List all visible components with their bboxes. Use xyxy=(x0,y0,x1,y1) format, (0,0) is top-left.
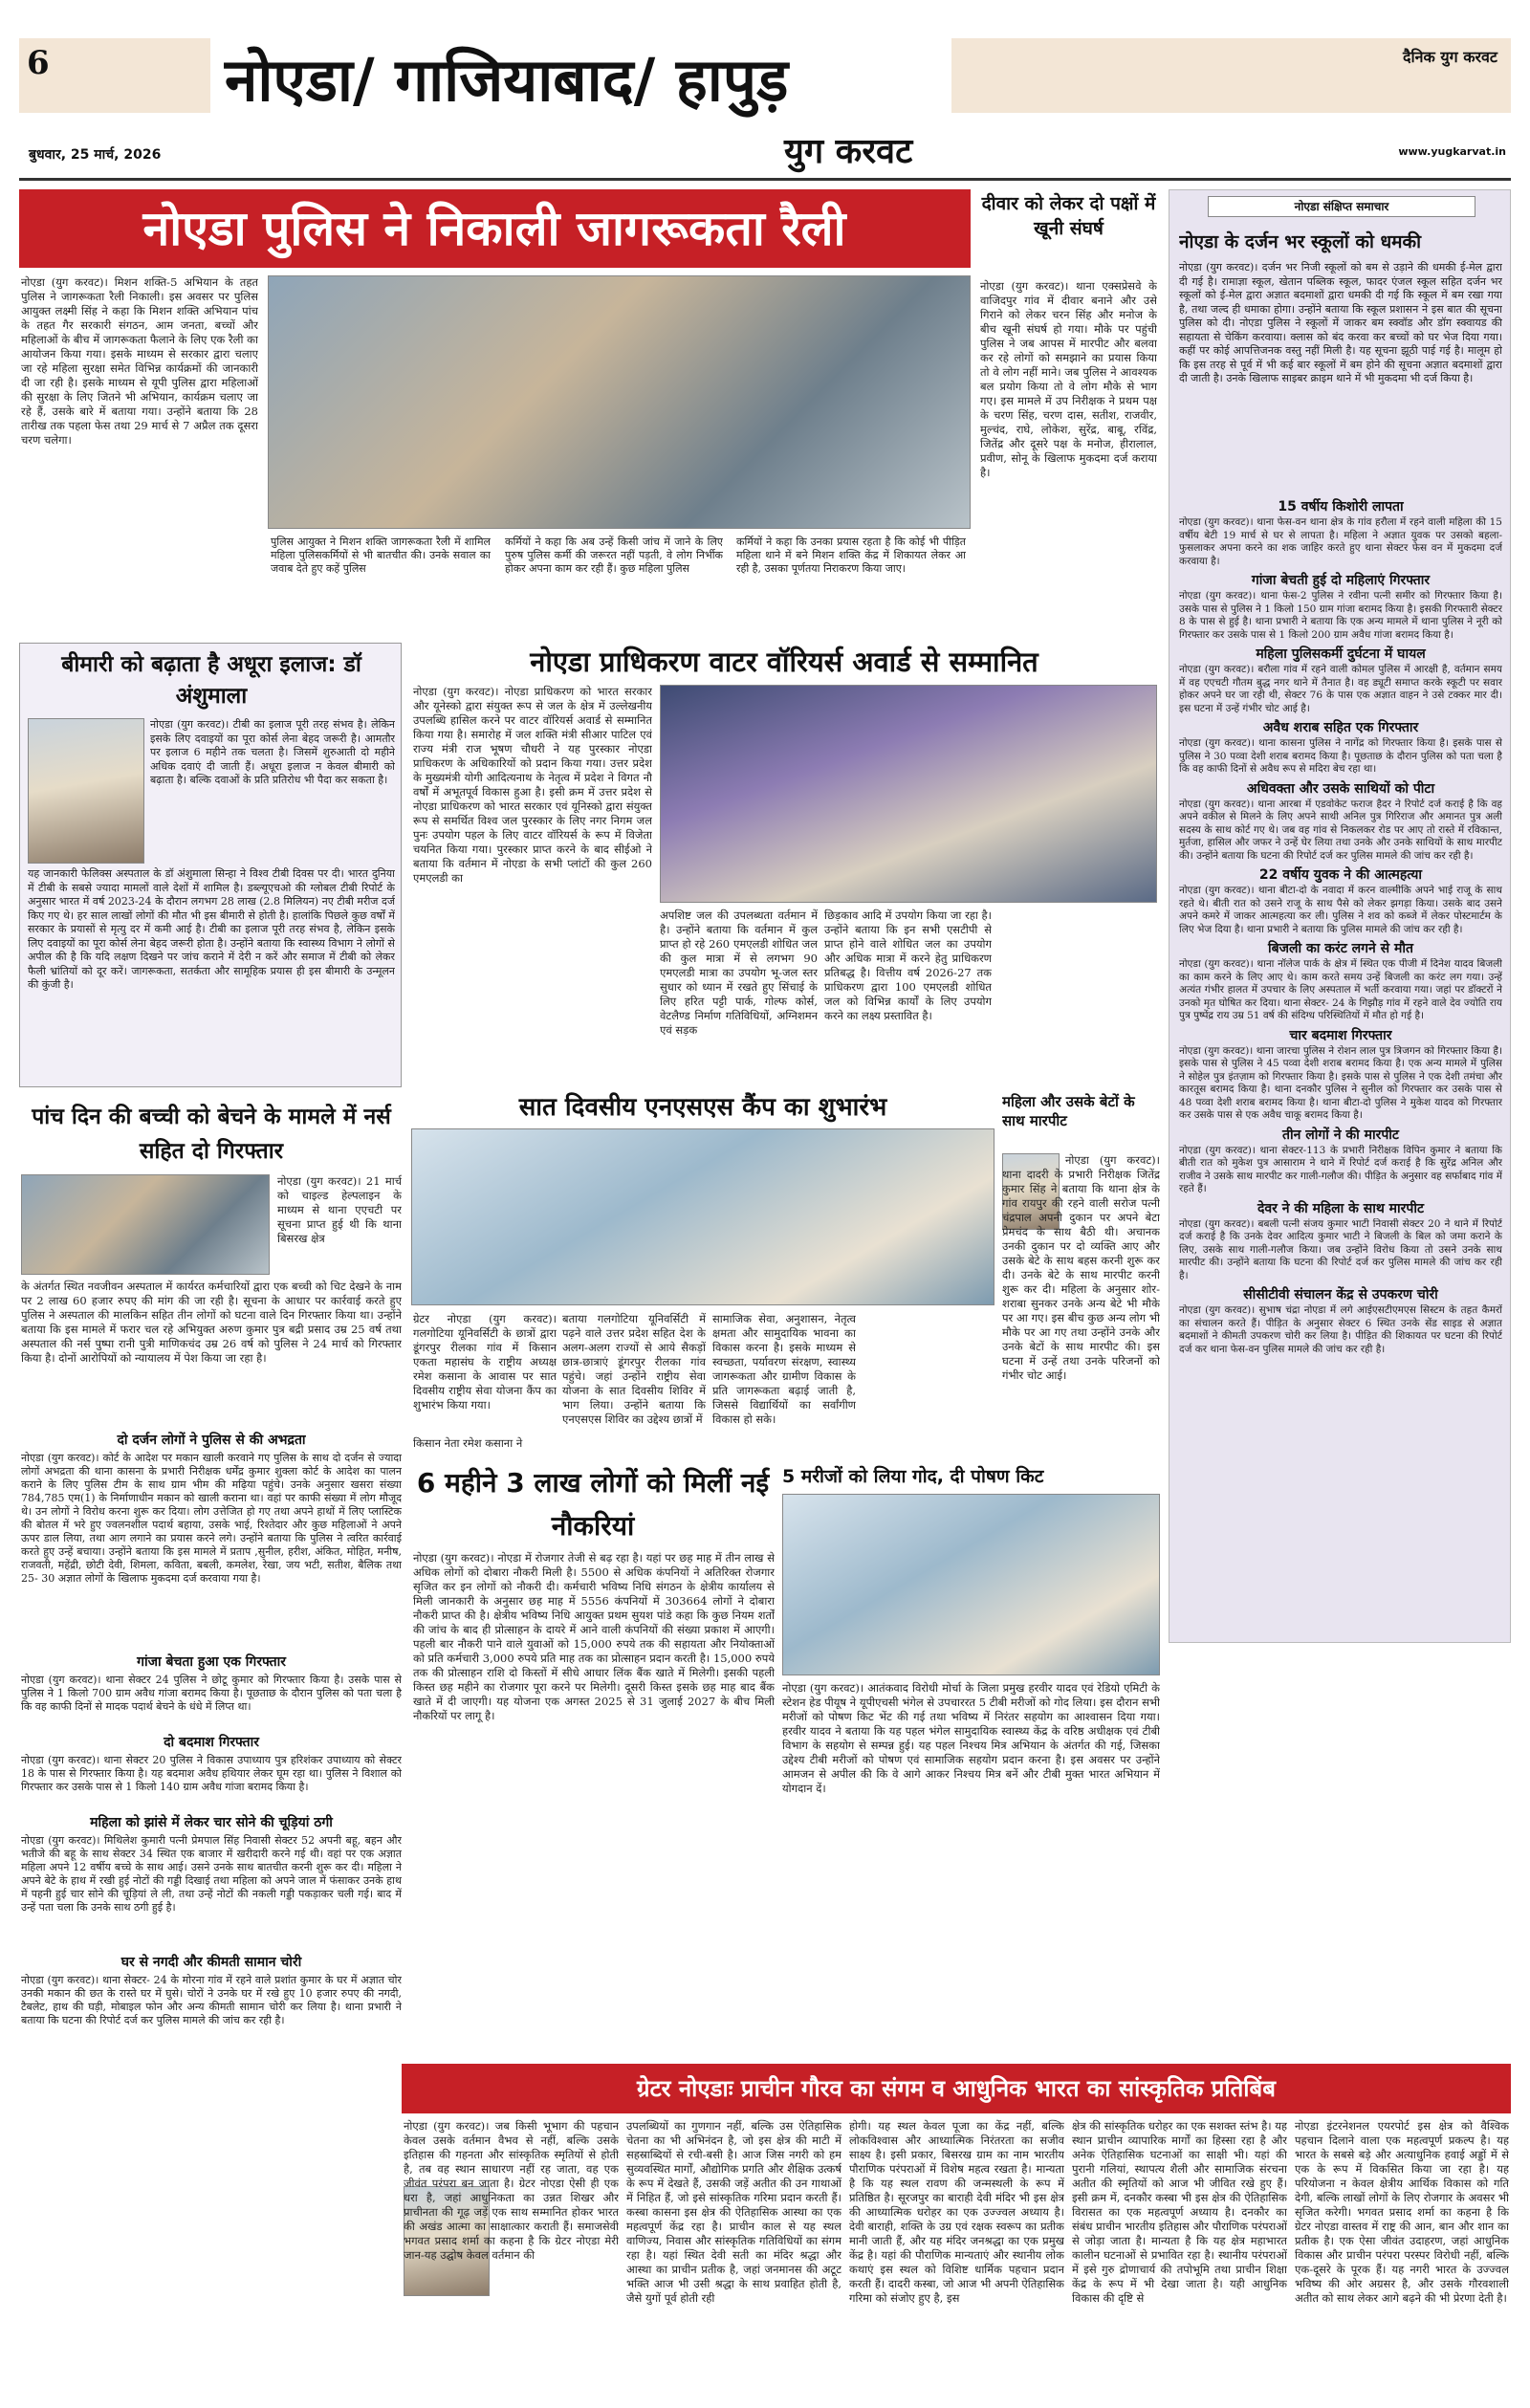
baby-headline: पांच दिन की बच्ची को बेचने के मामले में नर्स सहित दो गिरफ्तार xyxy=(32,1105,391,1164)
brief-item-title: बिजली का करंट लगने से मौत xyxy=(1268,941,1413,956)
water-photo xyxy=(660,685,1157,903)
bangles-body: नोएडा (युग करवट)। मिथिलेश कुमारी पत्नी प्रेमपाल सिंह निवासी सेक्टर 52 अपनी बहू, बहन और भतीजे की बहू के साथ सेक्टर 34 स्थित एक बाजार में खरीदारी करने गई थी। वहां पर एक अज्ञात महिला अपने 12 वर्षीय बच्चे के साथ आई। उसने उनके साथ बातचीत करनी शुरू कर दी। महिला ने अपने बेटे के हाथ में रखी हुई नोटों की गड्डी दिखाई तथा महिला को अपने जाल में फंसाकर उनके हाथ में पहनी हुई चार सोने की चूड़ियां ले ली, तथा उन्हें नोटों की नकली गड्डी पकड़ाकर चली गई। बाद में उन्हें पता चला कि उनके साथ ठगी हुई है। xyxy=(21,1834,402,1914)
brief-item-body: नोएडा (युग करवट)। थाना बीटा-दो के नवादा में करन वाल्मीकि अपने भाई राजू के साथ रहते थे। बीती रात को उसने राजू के साथ पैसे को लेकर झगड़ा किया। उसके बाद उसने अपने कमरे में जाकर आत्महत्या कर ली। पुलिस ने शव को कब्जे में लेकर पोस्टमार्टम के लिए भेज दिया है। थाना प्रभारी ने बताया कि पुलिस मामले की जांच कर रही है। xyxy=(1179,885,1502,935)
brief-item-body: नोएडा (युग करवट)। थाना फेस-2 पुलिस ने रवीना पत्नी समीर को गिरफ्तार किया है। उसके पास से पुलिस ने 1 किलो 150 ग्राम गांजा बरामद किया है। इसकी गिरफ्तारी सेक्टर 8 के पास से हुई है। थाना प्रभारी ने बताया कि एक अन्य मामले में थाना पुलिस ने नूरी को गिरफ्तार कर उसके पास से 1 किलो 200 ग्राम अवैध गांजा बरामद किया है। xyxy=(1179,590,1502,641)
brief-item-body: नोएडा (युग करवट)। थाना कासना पुलिस ने नागेंद्र को गिरफ्तार किया है। इसके पास से पुलिस ने 30 पव्वा देशी शराब बरामद किया है। पूछताछ के दौरान पुलिस को पता चला है कि वह काफी दिनों से अवैध रूप से मदिरा बेच रहा था। xyxy=(1179,737,1502,775)
brief-main-headline: नोएडा के दर्जन भर स्कूलों को धमकी xyxy=(1179,231,1422,252)
brief-item-title: अधिवक्ता और उसके साथियों को पीटा xyxy=(1246,780,1435,797)
tb-box xyxy=(19,643,402,1087)
water-headline: नोएडा प्राधिकरण वाटर वॉरियर्स अवार्ड से सम्मानित xyxy=(530,646,1038,678)
brief-items xyxy=(1179,494,1502,1637)
brief-item-title: सीसीटीवी संचालन केंद्र से उपकरण चोरी xyxy=(1243,1287,1438,1303)
lead-headline-box xyxy=(19,189,971,268)
culture-headline-box xyxy=(402,2064,1511,2113)
nss-headline: सात दिवसीय एनएसएस कैंप का शुभारंभ xyxy=(518,1093,887,1122)
page-number-box xyxy=(19,38,210,113)
dozen-body: नोएडा (युग करवट)। कोर्ट के आदेश पर मकान खाली करवाने गए पुलिस के साथ दो दर्जन से ज्यादा लोगों अभद्रता की थाना कासना के प्रभारी निरीक्षक धर्मेंद्र कुमार शुक्ला कोर्ट के आदेश का पालन कराने के लिए पुलिस टीम के साथ ग्राम भीम की मढ़िया पहुंचे। उनके अनुसार खसरा संख्या 784,785 एम(1) के निर्माणाधीन मकान को खाली कराना था। वहां पर काफी संख्या में लोग मौजूद थे। उन लोगों ने विरोध करना शुरू कर दिया। लोग उत्तेजित हो गए तथा अपने हाथों में लिए प्लास्टिक की बोतल में भरे हुए ज्वलनशील पदार्थ बहाया, उसके भाई, रिश्तेदार और कुछ महिलाओं ने अपने ऊपर डाल लिया, तथा आग लगाने का प्रयास करने लगे। उन्होंने बताया कि पुलिस ने त्वरित कार्रवाई करते हुए उन्हें बचाया। उन्होंने बताया कि इस मामले में प्रताप ,सुनील, हरीश, अंकित, मोहित, मनीष, राजवती, महेंद्री, छोटी देवी, शिमला, कविता, बबली, कमलेश, रेखा, जय भटी, सतीश, बैलिक तथा 25- 30 अज्ञात लोगों के खिलाफ मुकदमा दर्ज करवाया गया है। xyxy=(21,1452,402,1585)
culture-headline: ग्रेटर नोएडाः प्राचीन गौरव का संगम व आधुनिक भारत का सांस्कृतिक प्रतिबिंब xyxy=(637,2075,1276,2102)
lead-headline: नोएडा पुलिस ने निकाली जागरूकता रैली xyxy=(142,201,846,256)
tbkit-headline: 5 मरीजों को लिया गोद, दी पोषण किट xyxy=(782,1466,1044,1487)
masthead-paper-name: युग करवट xyxy=(784,132,913,171)
masthead-website[interactable]: www.yugkarvat.in xyxy=(1398,145,1506,158)
twobad-body: नोएडा (युग करवट)। थाना सेक्टर 20 पुलिस ने विकास उपाध्याय पुत्र हरिशंकर उपाध्याय को सेक्टर 18 के पास से गिरफ्तार किया है। यह बदमाश अवैध हथियार लेकर घूम रहा था। पुलिस ने विशाल को गिरफ्तार कर उसके पास से 1 किलो 140 ग्राम अवैध गांजा बरामद किया है। xyxy=(21,1754,402,1793)
masthead xyxy=(19,38,1511,172)
brief-item-title: 22 वर्षीय युवक ने की आत्महत्या xyxy=(1258,867,1423,883)
nss-body-tail: किसान नेता रमेश कसाना ने xyxy=(413,1436,523,1450)
jobs-headline: 6 महीने 3 लाख लोगों को मिलीं नई नौकरियां xyxy=(416,1467,770,1542)
brief-item-body: नोएडा (युग करवट)। बबली पत्नी संजय कुमार भाटी निवासी सेक्टर 20 ने थाने में रिपोर्ट दर्ज कराई है कि उनके देवर आदित्य कुमार भाटी ने बिजली के बिल को जमा कराने के लिए, उसके साथ गाली-गलौज किया। जब उन्होंने विरोध किया तो उसने उनके साथ मारपीट की। उन्होंने बताया कि घटना की रिपोर्ट दर्ज कर पुलिस मामले की जांच कर रही है। xyxy=(1179,1217,1502,1281)
brief-item-body: नोएडा (युग करवट)। थाना नॉलेज पार्क के क्षेत्र में स्थित एक पीजी में दिनेश यादव बिजली का काम करने के लिए आए थे। काम करते समय उन्हें बिजली का करंट लग गया। उन्हें अत्यंत गंभीर हालत में उपचार के लिए अस्पताल में भर्ती करवाया गया। जहां पर डॉक्टरों ने उनको मृत घोषित कर दिया। थाना सेक्टर- 24 के गिझौड़ गांव में रहने वाले देव ज्योति राय पुत्र पुष्पेंद्र राय उम्र 51 वर्ष की संदिग्ध परिस्थितियों में मौत हो गई है। xyxy=(1179,958,1502,1021)
cash-headline: घर से नगदी और कीमती सामान चोरी xyxy=(120,1955,302,1970)
mother-headline: महिला और उसके बेटों के साथ मारपीट xyxy=(1002,1093,1135,1129)
water-body-3: छिड़काव आदि में उपयोग किया जा रहा है। उन्होंने बताया कि इन सभी एसटीपी से प्राप्त होने वाले शोधित जल का उपयोग और अधिक मात्रा में करने हेतु प्राधिकरण प्रतिबद्ध है। वित्तीय वर्ष 2026-27 तक प्राधिकरण द्वारा 100 एमएलडी शोधित जल को विभिन्न कार्यों के लिए उपयोग करने का लक्ष्य प्रस्तावित है। xyxy=(824,908,992,1022)
cash-body: नोएडा (युग करवट)। थाना सेक्टर- 24 के मोरना गांव में रहने वाले प्रशांत कुमार के घर में अज्ञात चोर उनकी मकान की छत के रास्ते घर में घुसे। चोरों ने उनके घर में रखे हुए 10 हजार रुपए की नगदी, टैबलेट, हाथ की घड़ी, मोबाइल फोन और अन्य कीमती सामान चोरी कर लिया है। थाना प्रभारी ने बताया कि घटना की रिपोर्ट दर्ज कर पुलिस मामले की जांच कर रही है। xyxy=(21,1974,402,2026)
tb-body: यह जानकारी फेलिक्स अस्पताल के डॉ अंशुमाला सिन्हा ने विश्व टीबी दिवस पर दी। भारत दुनिया में टीबी के सबसे ज्यादा मामलों वाले देशों में शामिल है। डब्ल्यूएचओ की ग्लोबल टीबी रिपोर्ट के अनुसार भारत में वर्ष 2023-24 के दौरान लगभग 28 लाख (2.8 मिलियन) नए टीबी मरीज दर्ज किए गए थे। हर साल लाखों लोगों की मौत भी इस बीमारी से होती है। हालांकि पिछले कुछ वर्षों में सरकार के प्रयासों से मृत्यु दर में कमी आई है। टीबी का इलाज पूरी तरह संभव है, लेकिन इसके लिए दवाइयों का पूरा कोर्स लेना बेहद जरूरी होता है। उन्होंने बताया कि स्वास्थ्य विभाग ने लोगों से अपील की है कि यदि लक्षण दिखने पर जांच कराने में देरी न करें और समाज में टीबी को लेकर फैली भ्रांतियों को दूर करें। जागरूकता, सतर्कता और सामूहिक प्रयास ही इस बीमारी के उन्मूलन की कुंजी है। xyxy=(28,867,395,991)
tbkit-body: नोएडा (युग करवट)। आतंकवाद विरोधी मोर्चा के जिला प्रमुख हरवीर यादव एवं रेडियो एमिटी के स्टेशन हेड पीयूष ने यूपीएचसी भंगेल से उपचाररत 5 टीबी मरीजों को गोद लिया। इस दौरान सभी मरीजों को पोषण किट भेंट की गई तथा भविष्य में निरंतर सहयोग का आश्वासन दिया गया। हरवीर यादव ने बताया कि यह पहल भंगेल सामुदायिक स्वास्थ्य केंद्र के वरिष्ठ अधीक्षक एवं टीबी विभाग के सहयोग से सम्पन्न हुई। यह पहल निश्चय मित्र अभियान के अंतर्गत की गई, जिसका उद्देश्य टीबी मरीजों को पोषण एवं सामाजिक सहयोग प्रदान करना है। इस अवसर पर उन्होंने आमजन से अपील की कि वे आगे आकर निश्चय मित्र बनें और टीबी मुक्त भारत अभियान में योगदान दें। xyxy=(782,1681,1160,1795)
culture-col-2: उपलब्धियों का गुणगान नहीं, बल्कि उस ऐतिहासिक चेतना का भी अभिनंदन है, जो इस क्षेत्र की माटी में सहस्राब्दियों से रची-बसी है। आज जिस नगरी को हम सुव्यवस्थित मार्गों, औद्योगिक प्रगति और शैक्षिक उत्कर्ष के रूप में देखते हैं, उसकी जड़ें अतीत की उन गाथाओं में निहित हैं, जो इसे सांस्कृतिक गरिमा प्रदान करती हैं। कस्बा कासना इस क्षेत्र की ऐतिहासिक आस्था का एक महत्वपूर्ण केंद्र रहा है। प्राचीन काल से यह स्थल वाणिज्य, निवास और सांस्कृतिक गतिविधियों का संगम रहा है। यहां स्थित देवी सती का मंदिर श्रद्धा और आस्था का प्राचीन प्रतीक है, जहां जनमानस की अटूट भक्ति आज भी उसी श्रद्धा के साथ प्रवाहित होती है, जैसे युगों पूर्व होती रही xyxy=(626,2119,842,2305)
brief-section-label: नोएडा संक्षिप्त समाचार xyxy=(1208,196,1475,217)
twobad-headline: दो बदमाश गिरफ्तार xyxy=(164,1735,259,1750)
brief-main-body: नोएडा (युग करवट)। दर्जन भर निजी स्कूलों को बम से उड़ाने की धमकी ई-मेल द्वारा दी गई है। रामाज्ञा स्कूल, खेतान पब्लिक स्कूल, फादर एंजल स्कूल सहित दर्जन भर स्कूलों को ई-मेल द्वारा अज्ञात बदमाशों द्वारा धमकी दी गई कि स्कूल में बम रखा गया है, तथा जल्द ही धमाका होगा। उन्होंने बताया कि स्कूल प्रशासन ने इस बात की सूचना पुलिस को दी। नोएडा पुलिस ने स्कूलों में जाकर बम स्क्वॉड और डॉग स्क्वायड की सहायता से चेकिंग करवाया। क्लास को बंद करवा कर बच्चों को घर भेज दिया गया। कहीं पर कोई आपत्तिजनक वस्तु नहीं मिली है। यह सूचना झूठी पाई गई है। मालूम हो कि इस तरह से पूर्व में भी कई बार स्कूलों में बम होने की सूचना अज्ञात बदमाशों द्वारा दी जाती है। उनके खिलाफ साइबर क्राइम थाने में भी मुकदमा भी दर्ज किया है। xyxy=(1179,261,1502,384)
brief-item-title: तीन लोगों ने की मारपीट xyxy=(1281,1127,1399,1143)
masthead-title: नोएडा/ गाजियाबाद/ हापुड़ xyxy=(225,45,789,115)
culture-col-4: क्षेत्र की सांस्कृतिक धरोहर का एक सशक्त स्तंभ है। यह स्थान प्राचीन व्यापारिक मार्गों का हिस्सा रहा है और अनेक ऐतिहासिक घटनाओं का साक्षी भी। यहां की पुरानी गलियां, स्थापत्य शैली और सामाजिक संरचना अतीत की स्मृतियों को आज भी जीवित रखे हुए हैं। इसी क्रम में, दनकौर कस्बा भी इस क्षेत्र की ऐतिहासिक विरासत का एक महत्वपूर्ण अध्याय है। दनकौर का संबंध प्राचीन भारतीय इतिहास और पौराणिक परंपराओं से जोड़ा जाता है। मान्यता है कि यह क्षेत्र महाभारत कालीन घटनाओं से प्रभावित रहा है। स्थानीय परंपराओं में इसे गुरु द्रोणाचार्य की तपोभूमि तथा प्राचीन शिक्षा केंद्र के रूप में भी देखा जाता है। यही आधुनिक विकास की दृष्टि से xyxy=(1072,2119,1287,2305)
brief-item-body: नोएडा (युग करवट)। बरौला गांव में रहने वाली कोमल पुलिस में आरक्षी है, वर्तमान समय में वह एएचटी गौतम बुद्ध नगर थाने में तैनात है। वह ड्यूटी समाप्त करके स्कूटी पर सवार होकर अपने घर जा रही थी, सेक्टर 76 के पास एक अज्ञात वाहन ने उसे टक्कर मार दी। इस घटना में उन्हें गंभीर चोट आई है। xyxy=(1179,664,1502,714)
masthead-rule xyxy=(19,178,1511,181)
mother-body: नोएडा (युग करवट)। थाना दादरी के प्रभारी निरीक्षक जितेंद्र कुमार सिंह ने बताया कि थाना क्षेत्र के गांव रायपुर की रहने वाली सरोज पत्नी चंद्रपाल अपनी दुकान पर अपने बेटा प्रेमचंद के साथ बैठी थी। अचानक उनकी दुकान पर दो व्यक्ति आए और उसके बेटे के साथ बहस करनी शुरू कर दी। उनके बेटे के साथ मारपीट करनी शुरू कर दी। महिला के अनुसार शोर-शराबा सुनकर उनके अन्य बेटे भी मौके पर आ गए। इस बीच कुछ अन्य लोग भी मौके पर आ गए तथा उन्होंने उनके और उनके बेटों के साथ मारपीट की। इस घटना में उन्हें तथा उनके परिजनों को गंभीर चोट आई। xyxy=(1002,1153,1160,1382)
bangles-headline: महिला को झांसे में लेकर चार सोने की चूड़ियां ठगी xyxy=(90,1815,333,1830)
brief-item-title: अवैध शराब सहित एक गिरफ्तार xyxy=(1262,720,1419,735)
brief-item-body: नोएडा (युग करवट)। थाना जारचा पुलिस ने रोशन लाल पुत्र त्रिजगन को गिरफ्तार किया है। इसके पास से पुलिस ने 45 पव्वा देशी शराब बरामद किया है। एक अन्य मामले में पुलिस ने सोहेल पुत्र इंतज़ाम को गिरफ्तार किया है। इसके पास से पुलिस ने एक देशी तमंचा और कारतूस बरामद किया है। थाना दनकौर पुलिस ने सुनील को गिरफ्तार कर उसके पास से 48 पव्वा देशी शराब बरामद किया है। थाना बीटा-दो पुलिस ने मुकेश यादव को गिरफ्तार कर उसके पास से एक अवैध चाकू बरामद किया है। xyxy=(1179,1044,1502,1121)
jobs-body: नोएडा (युग करवट)। नोएडा में रोजगार तेजी से बढ़ रहा है। यहां पर छह माह में तीन लाख से अधिक लोगों को दोबारा नौकरी मिली है। 5500 से अधिक कंपनियों ने अतिरिक्त रोजगार सृजित कर इन लोगों को नौकरी दी। कर्मचारी भविष्य निधि संगठन के क्षेत्रीय कार्यालय से मिली जानकारी के अनुसार छह माह में 5556 कंपनियों में 303664 लोगों ने दोबारा नौकरी प्राप्त की है। क्षेत्रीय भविष्य निधि आयुक्त प्रथम सुयश पांडे कहा कि कुछ नियम शर्तों की जांच के बाद ही प्रोत्साहन के दायरे में आने वाली कंपनियों की संख्या प्रकाश में आएगी। पहली बार नौकरी पाने वाले युवाओं को 15,000 रुपये तक की सहायता और नियोक्ताओं को प्रति कर्मचारी 3,000 रुपये प्रति माह तक का प्रोत्साहन प्रदान करती है। 15,000 रुपये तक की प्रोत्साहन राशि दो किस्तों में सीधे आधार लिंक बैंक खाते में मिलेगी। इसकी पहली किस्त छह महीने का रोजगार पूरा करने पर मिलेगी। दूसरी किस्त इसके छह माह बाद बैंक खाते में दी जाएगी। यह योजना एक अगस्त 2025 से 31 जुलाई 2027 के बीच मिली नौकरियों पर लागू है। xyxy=(413,1551,775,1722)
lead-body: नोएडा (युग करवट)। मिशन शक्ति-5 अभियान के तहत पुलिस ने जागरूकता रैली निकाली। इस अवसर पर पुलिस आयुक्त लक्ष्मी सिंह ने कहा कि मिशन शक्ति अभियान पांच के तहत गैर सरकारी संगठन, आम जनता, बच्चों और महिलाओं के बीच में जागरूकता फैलाने के लिए एक रैली का आयोजन किया गया। इसके माध्यम से सरकार द्वारा चलाए जा रहे महिला सुरक्षा समेत विभिन्न कार्यक्रमों की जानकारी दी जा रही है। इसके माध्यम से यूपी पुलिस द्वारा महिलाओं की सुरक्षा के लिए जितने भी अभियान, कार्यक्रम चलाए जा रहे हैं, उसके बारे में बताया गया। उन्होंने बताया कि 28 तारीख तक पहला फेस तथा 29 मार्च से 7 अप्रैल तक दूसरा चरण चलेगा। xyxy=(21,275,258,447)
water-body-2: अपशिष्ट जल की उपलब्धता वर्तमान में है। उन्होंने बताया कि वर्तमान में कुल प्राप्त हो रहे 260 एमएलडी शोधित जल की कुल मात्रा में से लगभग 90 एमएलडी मात्रा का उपयोग भू-जल स्तर सुधार को ध्यान में रखते हुए सिंचाई के लिए हरित पट्टी पार्क, गोल्फ कोर्स, वेटलैण्ड निर्माण गतिविधियों, अग्निशमन एवं सड़क xyxy=(660,908,818,1037)
brief-item-title: चार बदमाश गिरफ्तार xyxy=(1289,1027,1392,1043)
nss-body-1: ग्रेटर नोएडा (युग करवट)। गलगोटिया यूनिवर्सिटी के छात्रों द्वारा डूंगरपुर रीलका गांव में किसान एकता महासंघ के राष्ट्रीय अध्यक्ष रमेश कसाना के आवास पर सात दिवसीय राष्ट्रीय सेवा योजना कैंप का शुभारंभ किया गया। xyxy=(413,1312,557,1412)
page-number: 6 xyxy=(27,44,50,82)
brief-item-body: नोएडा (युग करवट)। सुभाष चंद्रा नोएडा में लगे आईएसटीएमएस सिस्टम के तहत कैमरों का संचालन करते हैं। पीड़ित के अनुसार सेक्टर 6 स्थित उनके सेंड साइड से अज्ञात बदमाशों ने कीमती उपकरण चोरी कर लिया है। पीड़ित की शिकायत पर घटना की रिपोर्ट दर्ज कर थाना फेस-वन पुलिस मामले की जांच कर रही है। xyxy=(1179,1304,1502,1355)
tbkit-photo xyxy=(782,1494,1160,1675)
brief-item-title: 15 वर्षीय किशोरी लापता xyxy=(1278,499,1404,514)
brief-item-title: महिला पुलिसकर्मी दुर्घटना में घायल xyxy=(1256,646,1426,662)
tb-doctor-photo xyxy=(28,718,144,864)
brief-item-body: नोएडा (युग करवट)। थाना आरबा में एडवोकेट फराज हैदर ने रिपोर्ट दर्ज कराई है कि वह अपने वकील से मिलने के लिए अपने साथी अनिल पुत्र गिरिराज और अमानत पुत्र अली सदस्य के साथ कोर्ट गए थे। जब वह गांव से निकलकर रोड पर आए तो रास्ते में रविकान्त, मुर्तजा, हासिल और जफर ने उन्हें घेर लिया तथा उनके और उनके साथियों के साथ मारपीट की। उन्होंने बताया कि घटना की रिपोर्ट दर्ज कर पुलिस मामले की जांच कर रही है। xyxy=(1179,798,1502,862)
masthead-date: बुधवार, 25 मार्च, 2026 xyxy=(29,147,162,163)
nss-body-2: बताया गलगोटिया यूनिवर्सिटी में पढ़ने वाले उत्तर प्रदेश सहित देश के अलग-अलग राज्यों से आये सैकड़ों छात्र-छात्राएं डूंगरपुर रीलका गांव पहुंचे। जहां उन्होंने राष्ट्रीय सेवा योजना के सात दिवसीय शिविर में भाग लिया। उन्होंने बताया कि एनएसएस शिविर का उद्देश्य छात्रों में xyxy=(562,1312,706,1426)
ganja-headline: गांजा बेचता हुआ एक गिरफ्तार xyxy=(137,1654,286,1670)
culture-col-1: नोएडा (युग करवट)। जब किसी भूभाग की पहचान केवल उसके वर्तमान वैभव से नहीं, बल्कि उसके इतिहास की गहनता और सांस्कृतिक स्मृतियों से होती है, तब वह स्थान साधारण नहीं रह जाता, वह एक जीवंत परंपरा बन जाता है। ग्रेटर नोएडा ऐसी ही एक धरा है, जहां आधुनिकता का उन्नत शिखर और प्राचीनता की गूढ़ जड़ें एक साथ सम्मानित होकर भारत की अखंड आत्मा का साक्षात्कार कराती हैं। समाजसेवी भगवत प्रसाद शर्मा का कहना है कि ग्रेटर नोएडा मेरी जान-यह उद्घोष केवल वर्तमान की xyxy=(404,2119,619,2262)
wall-headline: दीवार को लेकर दो पक्षों में खूनी संघर्ष xyxy=(981,193,1156,239)
brief-item-body: नोएडा (युग करवट)। थाना सेक्टर-113 के प्रभारी निरीक्षक विपिन कुमार ने बताया कि बीती रात को मुकेश पुत्र आसाराम ने थाने में रिपोर्ट दर्ज कराई है कि सुरेंद्र अनिल और राजीव ने उसके साथ मारपीट कर गाली-गलौज की। पीड़ित के अनुसार वह सर्फाबाद गांव में रहते हैं। xyxy=(1179,1144,1502,1194)
brief-item-title: देवर ने की महिला के साथ मारपीट xyxy=(1257,1200,1425,1216)
ganja-body: नोएडा (युग करवट)। थाना सेक्टर 24 पुलिस ने छोटू कुमार को गिरफ्तार किया है। उसके पास से पुलिस ने 1 किलो 700 ग्राम अवैध गांजा बरामद किया है। पूछताछ के दौरान पुलिस को पता चला है कि वह काफी दिनों से मादक पदार्थ बेचने के धंधे में लिप्त था। xyxy=(21,1674,402,1713)
wall-body: नोएडा (युग करवट)। थाना एक्सप्रेसवे के वाजिदपुर गांव में दीवार बनाने और उसे गिराने को लेकर चरन सिंह और मनोज के बीच खूनी संघर्ष हो गया। मौके पर पहुंची पुलिस ने जब आपस में मारपीट और बलवा कर रहे लोगों को समझाने का प्रयास किया तो वे लोग नहीं माने। जब पुलिस ने आवश्यक बल प्रयोग किया तो वे लोग मौके से भाग गए। इस मामले में उप निरीक्षक ने प्रथम पक्ष के चरण सिंह, चरण दास, सतीश, राजवीर, मुल्चंद, राघे, लोकेश, सुरेंद्र, बाबू, रविंद्र, जितेंद्र और दूसरे पक्ष के मनोज, हीरालाल, प्रवीण, सोनू के खिलाफ मुकदमा दर्ज कराया है। xyxy=(980,279,1157,479)
brief-item-title: गांजा बेचती हुई दो महिलाएं गिरफ्तार xyxy=(1251,573,1431,588)
dozen-headline: दो दर्जन लोगों ने पुलिस से की अभद्रता xyxy=(117,1433,306,1448)
baby-body-top: नोएडा (युग करवट)। 21 मार्च को चाइल्ड हेल्पलाइन के माध्यम से थाना एएचटी पर सूचना प्राप्त हुई थी कि थाना बिसरख क्षेत्र xyxy=(277,1174,402,1245)
culture-col-3: होगी। यह स्थल केवल पूजा का केंद्र नहीं, बल्कि लोकविश्वास और आध्यात्मिक निरंतरता का सजीव साक्ष्य है। इसी प्रकार, बिसरख ग्राम का नाम भारतीय पौराणिक परंपराओं में विशेष महत्व रखता है। मान्यता है कि यह स्थल रावण की जन्मस्थली के रूप में प्रतिष्ठित है। सूरजपुर का बाराही देवी मंदिर भी इस क्षेत्र की आध्यात्मिक धरोहर का एक उज्ज्वल अध्याय है। देवी बाराही, शक्ति के उग्र एवं रक्षक स्वरूप का प्रतीक मानी जाती हैं, और यह मंदिर जनश्रद्धा का एक प्रमुख केंद्र है। यहां की पौराणिक मान्यताएं और स्थानीय लोक कथाएं इस स्थल को विशिष्ट धार्मिक पहचान प्रदान करती हैं। दादरी कस्बा, जो आज भी अपनी ऐतिहासिक गरिमा को संजोए हुए है, इस xyxy=(849,2119,1064,2305)
masthead-brand: दैनिक युग करवट xyxy=(1402,48,1497,66)
culture-col-5: नोएडा इंटरनेशनल एयरपोर्ट इस क्षेत्र को वैश्विक पहचान दिलाने वाला एक महत्वपूर्ण प्रकल्प है। यह भारत के सबसे बड़े और अत्याधुनिक हवाई अड्डों में से एक के रूप में विकसित किया जा रहा है। यह परियोजना न केवल क्षेत्रीय आर्थिक विकास को गति देगी, बल्कि लाखों लोगों के लिए रोजगार के अवसर भी सृजित करेगी। भगवत प्रसाद शर्मा का कहना है कि ग्रेटर नोएडा वास्तव में राष्ट्र की आन, बान और शान का प्रतीक है। एक ऐसा जीवंत उदाहरण, जहां आधुनिक विकास और प्राचीन परंपरा परस्पर विरोधी नहीं, बल्कि एक-दूसरे के पूरक हैं। यह नगरी भारत के उज्ज्वल भविष्य की ओर अग्रसर है, और उसके गौरवशाली अतीत को साथ लेकर आगे बढ़ने की भी प्रेरणा देती है। xyxy=(1295,2119,1509,2305)
lead-caption-3: कर्मियों ने कहा कि उनका प्रयास रहता है कि कोई भी पीड़ित महिला थाने में बने मिशन शक्ति केंद्र में शिकायत लेकर आ रही है, उसका पूर्णतया निराकरण किया जाए। xyxy=(736,536,966,575)
tb-body-top: नोएडा (युग करवट)। टीबी का इलाज पूरी तरह संभव है। लेकिन इसके लिए दवाइयों का पूरा कोर्स लेना बेहद जरूरी है। आमतौर पर इलाज 6 महीने तक चलता है। जिसमें शुरुआती दो महीने अधिक दवाएं दी जाती हैं। अधूरा इलाज न केवल बीमारी को बढ़ाता है। बल्कि दवाओं के प्रति प्रतिरोध भी पैदा कर सकता है। xyxy=(150,718,395,786)
lead-caption-1: पुलिस आयुक्त ने मिशन शक्ति जागरूकता रैली में शामिल महिला पुलिसकर्मियों से भी बातचीत की। उनके सवाल का जवाब देते हुए कहें पुलिस xyxy=(271,536,491,575)
lead-caption-2: कर्मियों ने कहा कि अब उन्हें किसी जांच में जाने के लिए पुरुष पुलिस कर्मी की जरूरत नहीं पड़ती, वे लोग निर्भीक होकर अपना काम कर रही हैं। कुछ महिला पुलिस xyxy=(505,536,723,575)
nss-photo xyxy=(411,1128,994,1305)
lead-photo xyxy=(268,275,971,529)
brief-item-body: नोएडा (युग करवट)। थाना फेस-वन थाना क्षेत्र के गांव हरौला में रहने वाली महिला की 15 वर्षीय बेटी 19 मार्च से घर से लापता है। महिला ने अज्ञात युवक पर उसको बहला-फुसलाकर अपना करने का शक जाहिर करते हुए थाना सेक्टर फेस वन में मुकदमा दर्ज करवाया है। xyxy=(1179,516,1502,567)
baby-body: के अंतर्गत स्थित नवजीवन अस्पताल में कार्यरत कर्मचारियों द्वारा एक बच्ची को चिट देखने के नाम पर 2 लाख 60 हजार रुपए की मांग की जा रही है। सूचना के आधार पर कार्रवाई करते हुए पुलिस ने अस्पताल की मालकिन सहित तीन लोगों को घटना वाले दिन गिरफ्तार किया था। उन्होंने बताया कि इस मामले में फरार चल रहे अभियुक्त अरुण कुमार पुत्र बद्री प्रसाद उम्र 25 वर्ष तथा अस्पताल की नर्स पुष्पा रानी पुत्री माणिकचंद उम्र 26 वर्ष को पुलिस ने 24 मार्च को गिरफ्तार किया है। दोनों आरोपियों को न्यायालय में पेश किया जा रहा है। xyxy=(21,1280,402,1365)
masthead-brand-box xyxy=(951,38,1511,113)
tb-headline: बीमारी को बढ़ाता है अधूरा इलाज: डॉ अंशुमाला xyxy=(61,652,361,709)
water-body-1: नोएडा (युग करवट)। नोएडा प्राधिकरण को भारत सरकार और यूनेस्को द्वारा संयुक्त रूप से जल के क्षेत्र में उल्लेखनीय उपलब्धि हासिल करने पर वाटर वॉरियर्स अवार्ड से सम्मानित किया गया है। समारोह में जल शक्ति मंत्री सीआर पाटिल एवं राज्य मंत्री राज भूषण चौधरी ने यह पुरस्कार नोएडा प्राधिकरण के अधिकारियों को प्रदान किया गया। उत्तर प्रदेश के मुख्यमंत्री योगी आदित्यनाथ के नेतृत्व में प्रदेश ने विगत नौ वर्षों में अभूतपूर्व विकास हुआ है। इसी क्रम में उत्तर प्रदेश से नोएडा प्राधिकरण को भारत सरकार एवं यूनिस्को द्वारा संयुक्त रूप से समर्थित विश्व जल पुरस्कार के लिए नगर निगम जल पुनः उपयोग पहल के लिए वाटर वॉरियर्स के रूप में विजेता चयनित किया गया। पुरस्कार प्राप्त करने के बाद सीईओ ने बताया कि वर्तमान में नोएडा के सभी प्लांटों की कुल 260 एमएलडी का xyxy=(413,685,652,885)
brief-column xyxy=(1169,189,1511,1643)
baby-photo xyxy=(21,1174,270,1275)
nss-body-3: सामाजिक सेवा, अनुशासन, नेतृत्व क्षमता और सामुदायिक भावना का विकास करना है। इसके माध्यम से स्वच्छता, पर्यावरण संरक्षण, स्वास्थ्य जागरूकता और ग्रामीण विकास के प्रति जागरूकता बढ़ाई जाती है, जिससे विद्यार्थियों का सर्वांगीण विकास हो सके। xyxy=(712,1312,856,1426)
